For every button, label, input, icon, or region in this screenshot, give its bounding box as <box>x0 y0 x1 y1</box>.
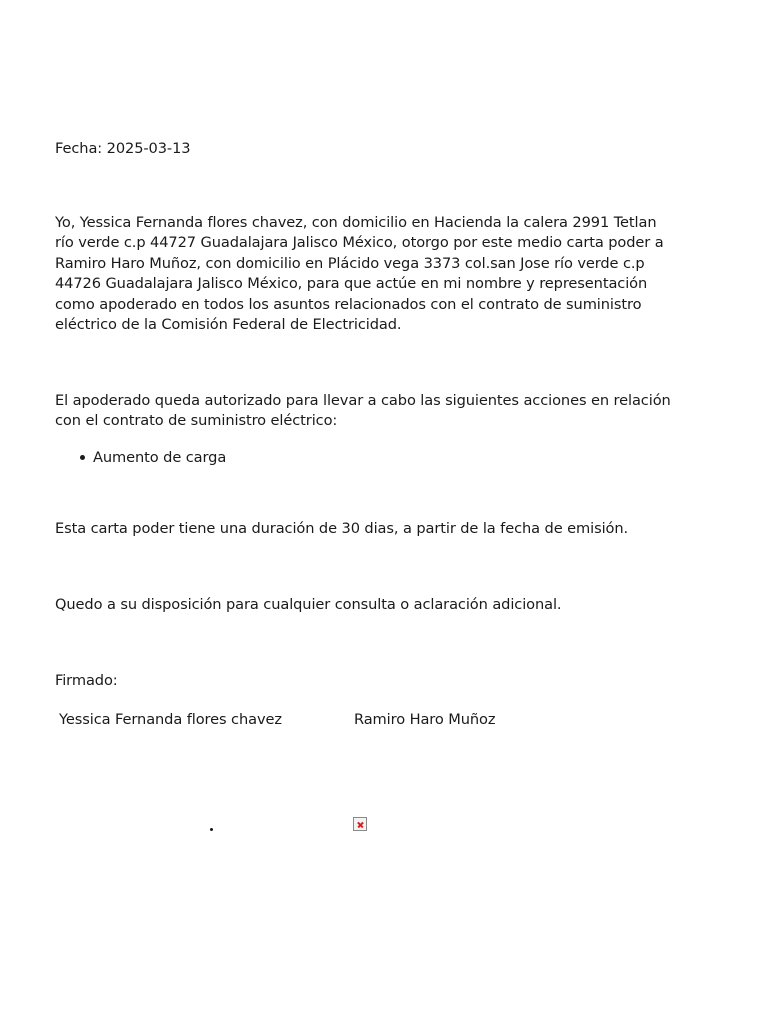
signed-label: Firmado: <box>55 672 118 689</box>
paragraph-line: Ramiro Haro Muñoz, con domicilio en Plácido vega 3373 col.san Jose río verde c.p <box>55 254 645 272</box>
paragraph-line: 44726 Guadalajara Jalisco México, para que actúe en mi nombre y representación <box>55 275 648 293</box>
bullet-icon <box>80 455 85 460</box>
paragraph-line: eléctrico de la Comisión Federal de Electricidad. <box>55 316 402 334</box>
closing-paragraph: Quedo a su disposición para cualquier consulta o aclaración adicional. <box>55 596 562 613</box>
authorization-paragraph <box>55 391 671 432</box>
grantor-signature-mark <box>210 828 213 831</box>
date-line: Fecha: 2025-03-13 <box>55 140 191 157</box>
paragraph-line: Yo, Yessica Fernanda flores chavez, con domicilio en Hacienda la calera 2991 Tetlan <box>55 214 657 231</box>
action-list-item <box>80 448 226 468</box>
paragraph-line: como apoderado en todos los asuntos relacionados con el contrato de suministro <box>55 295 642 313</box>
paragraph-line: El apoderado queda autorizado para llevar a cabo las siguientes acciones en relación <box>55 392 671 409</box>
duration-paragraph: Esta carta poder tiene una duración de 30 dias, a partir de la fecha de emisión. <box>55 520 629 537</box>
broken-image-icon <box>353 817 367 831</box>
paragraph-line: río verde c.p 44727 Guadalajara Jalisco México, otorgo por este medio carta poder a <box>55 234 664 252</box>
attorney-signature-name: Ramiro Haro Muñoz <box>354 711 496 728</box>
paragraph-line: con el contrato de suministro eléctrico: <box>55 412 338 430</box>
action-label: Aumento de carga <box>93 449 227 466</box>
grant-paragraph <box>55 213 664 335</box>
grantor-signature-name: Yessica Fernanda flores chavez <box>59 711 282 728</box>
